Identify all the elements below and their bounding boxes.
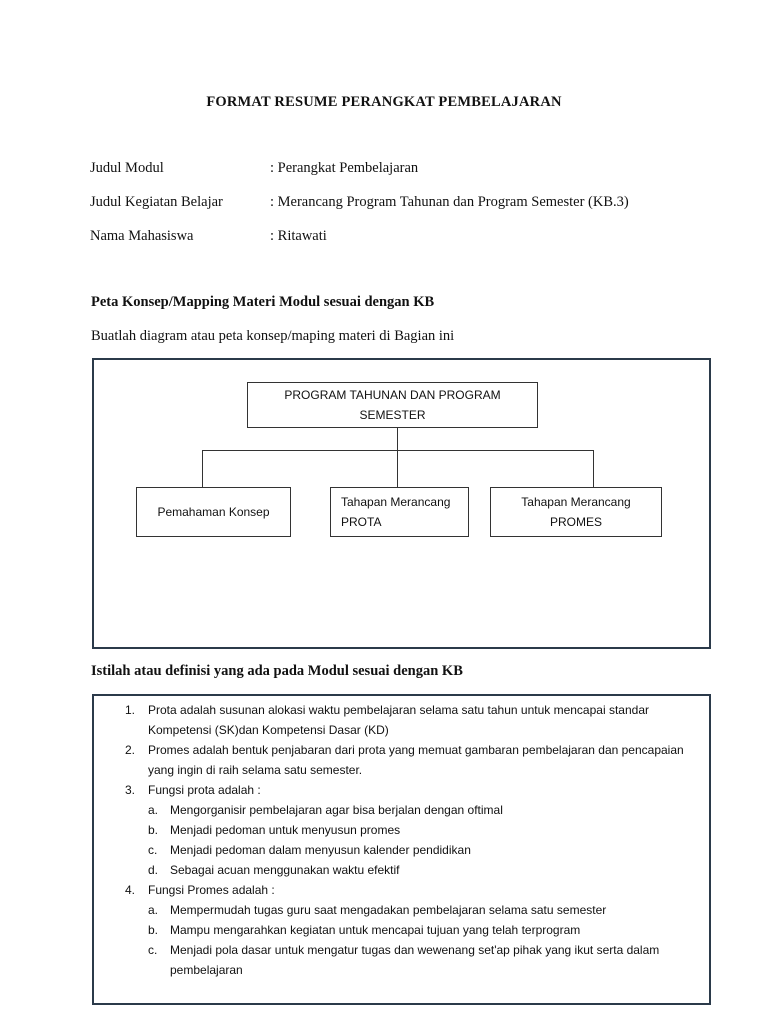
sublist-item: [148, 860, 700, 880]
list-number: 1.: [125, 703, 136, 717]
sublist-item: [148, 800, 700, 820]
connector-left: [202, 450, 203, 487]
sublist-item: [148, 900, 700, 920]
sublist-letter: c.: [148, 943, 158, 957]
sublist-letter: d.: [148, 863, 159, 877]
diagram-root-node: [247, 382, 538, 428]
diagram-node-prota: [330, 487, 469, 537]
list-number: 3.: [125, 783, 136, 797]
sublist-item-text: Menjadi pola dasar untuk mengatur tugas dan wewenang set'ap pihak yang ikut serta dalam pembelajaran: [170, 943, 660, 977]
list-number: 2.: [125, 743, 136, 757]
connector-right: [593, 450, 594, 487]
list-item-text: Promes adalah bentuk penjabaran dari prota yang memuat gambaran pembelajaran dan pencapaian yang ingin di raih selama satu semester.: [148, 743, 684, 777]
list-number: 4.: [125, 883, 136, 897]
sublist-letter: a.: [148, 803, 159, 817]
sublist-item-text: Mempermudah tugas guru saat mengadakan pembelajaran selama satu semester: [170, 903, 607, 917]
sublist-item-text: Mengorganisir pembelajaran agar bisa berjalan dengan oftimal: [170, 803, 503, 817]
list-item: [100, 880, 700, 980]
node-line1: Tahapan Merancang: [521, 495, 631, 509]
root-node-line1: PROGRAM TAHUNAN DAN PROGRAM: [284, 388, 501, 402]
sublist-letter: b.: [148, 823, 159, 837]
connector-horizontal: [202, 450, 594, 451]
node-line2: PROTA: [341, 515, 382, 529]
sublist-item-text: Mampu mengarahkan kegiatan untuk mencapai tujuan yang telah terprogram: [170, 923, 581, 937]
info-value: : Ritawati: [270, 228, 327, 244]
section-heading-istilah: Istilah atau definisi yang ada pada Modul sesuai dengan KB: [91, 663, 463, 679]
sublist-item: [148, 920, 700, 940]
info-label: Judul Kegiatan Belajar: [90, 194, 223, 210]
info-value: : Perangkat Pembelajaran: [270, 160, 419, 176]
sublist: [148, 800, 700, 880]
connector-root-stem: [397, 428, 398, 450]
sublist-item: [148, 820, 700, 840]
sublist-item: [148, 940, 700, 980]
diagram-node-promes: [490, 487, 662, 537]
connector-middle: [397, 450, 398, 487]
list-item: [100, 740, 700, 780]
sublist: [148, 900, 700, 980]
list-item-text: Fungsi prota adalah :: [148, 783, 261, 797]
node-line2: PROMES: [549, 515, 602, 529]
document-title: FORMAT RESUME PERANGKAT PEMBELAJARAN: [206, 94, 562, 110]
node-line1: Tahapan Merancang: [341, 495, 451, 509]
sublist-letter: c.: [148, 843, 158, 857]
sublist-item-text: Menjadi pedoman dalam menyusun kalender pendidikan: [170, 843, 471, 857]
definitions-list: [100, 700, 700, 980]
info-label: Nama Mahasiswa: [90, 228, 194, 244]
list-item: [100, 700, 700, 740]
info-value: : Merancang Program Tahunan dan Program Semester (KB.3): [270, 194, 629, 210]
sublist-letter: a.: [148, 903, 159, 917]
root-node-line2: SEMESTER: [359, 408, 426, 422]
section-heading-peta-konsep: Peta Konsep/Mapping Materi Modul sesuai dengan KB: [91, 294, 435, 310]
diagram-node-pemahaman-konsep: [136, 487, 291, 537]
sublist-item-text: Sebagai acuan menggunakan waktu efektif: [170, 863, 400, 877]
node-line1: Pemahaman Konsep: [157, 505, 270, 519]
list-item-text: Prota adalah susunan alokasi waktu pembelajaran selama satu tahun untuk mencapai standar Kompetensi (SK)dan Kompetensi Dasar (KD): [148, 703, 649, 737]
sublist-item-text: Menjadi pedoman untuk menyusun promes: [170, 823, 401, 837]
sublist-letter: b.: [148, 923, 159, 937]
list-item: [100, 780, 700, 880]
sublist-item: [148, 840, 700, 860]
info-label: Judul Modul: [90, 160, 164, 176]
list-item-text: Fungsi Promes adalah :: [148, 883, 275, 897]
section-instruction: Buatlah diagram atau peta konsep/maping materi di Bagian ini: [91, 328, 455, 344]
